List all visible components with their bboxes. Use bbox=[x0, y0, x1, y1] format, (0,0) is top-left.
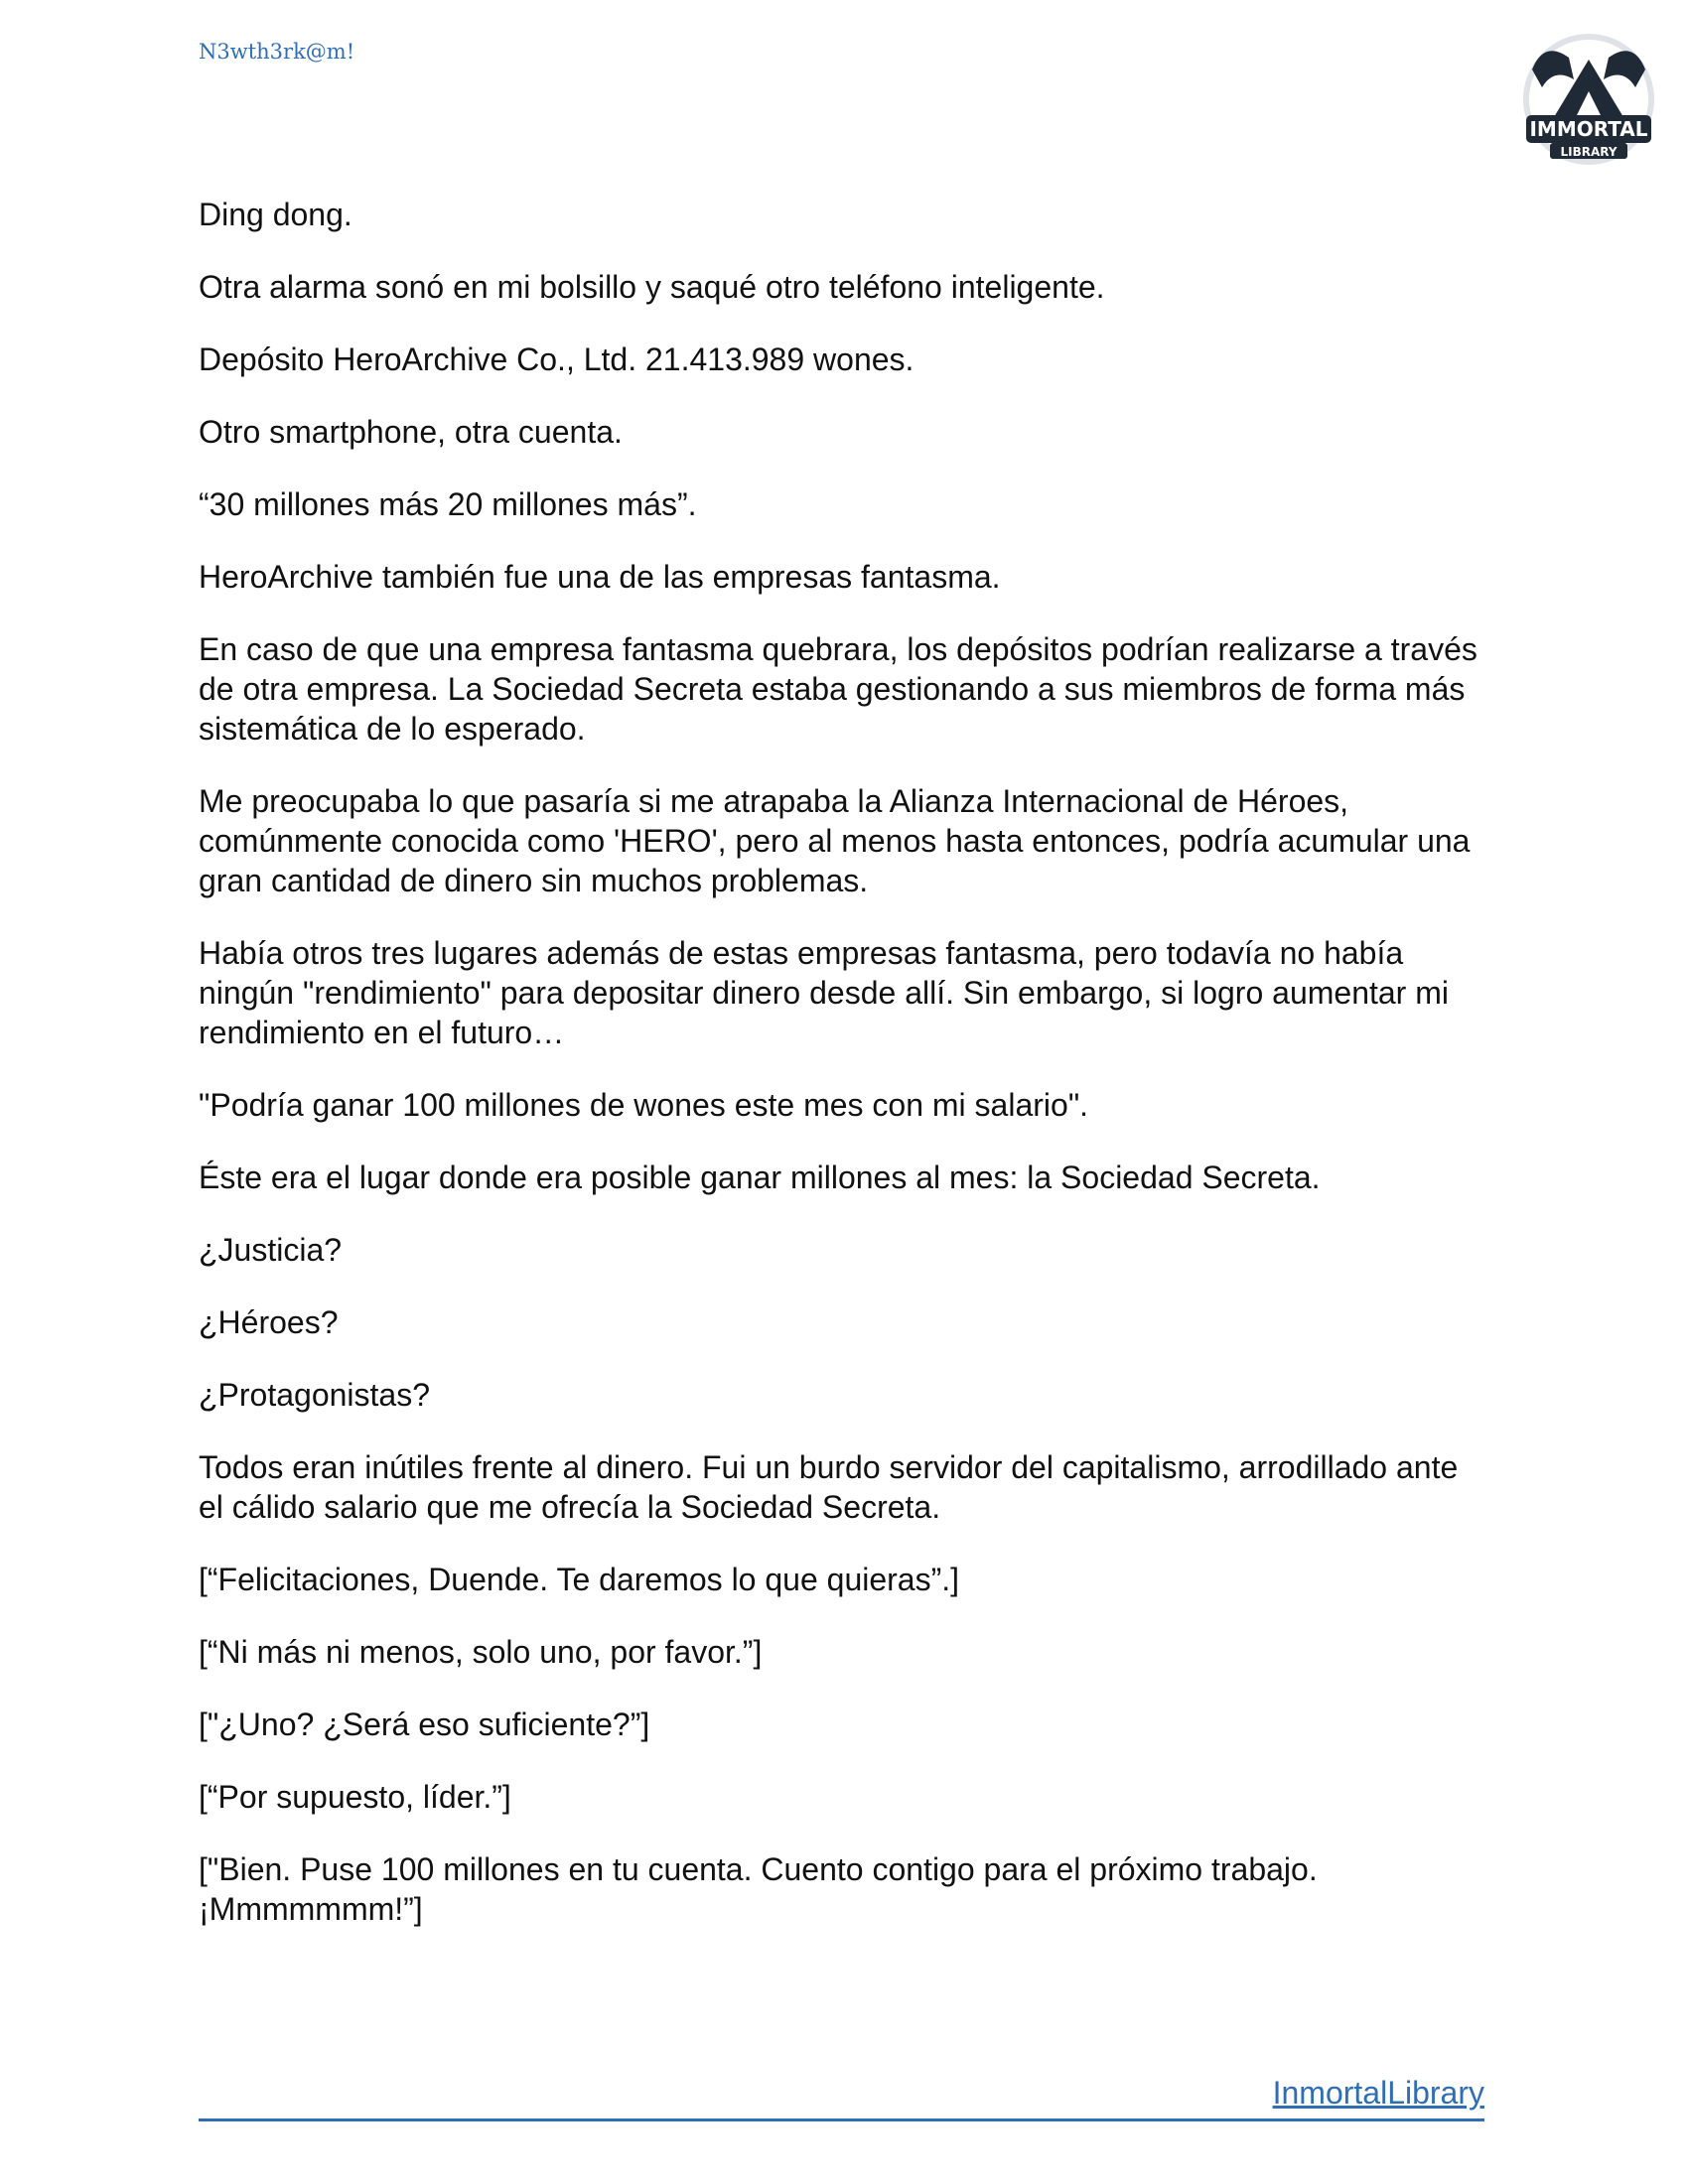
immortal-library-logo bbox=[1514, 30, 1663, 169]
paragraph: Depósito HeroArchive Co., Ltd. 21.413.989 wones. bbox=[199, 341, 914, 377]
paragraph: Otra alarma sonó en mi bolsillo y saqué otro teléfono inteligente. bbox=[199, 269, 1105, 305]
footer bbox=[199, 2075, 1484, 2121]
paragraph: Ding dong. bbox=[199, 197, 352, 232]
paragraph: ¿Héroes? bbox=[199, 1304, 339, 1340]
paragraph: Todos eran inútiles frente al dinero. Fui un burdo servidor del capitalismo, arrodillado ante el cálido salario que me ofrecía la Sociedad Secreta. bbox=[199, 1449, 1459, 1525]
paragraph: ["Bien. Puse 100 millones en tu cuenta. Cuento contigo para el próximo trabajo. ¡Mmmmmmm!”] bbox=[199, 1851, 1318, 1927]
logo-line2: LIBRARY bbox=[1560, 145, 1618, 159]
paragraph: ["¿Uno? ¿Será eso suficiente?”] bbox=[199, 1706, 650, 1742]
footer-link[interactable]: InmortalLibrary bbox=[1272, 2075, 1484, 2111]
paragraph: “30 millones más 20 millones más”. bbox=[199, 486, 697, 522]
paragraph: En caso de que una empresa fantasma quebrara, los depósitos podrían realizarse a través de otra empresa. La Sociedad Secreta estaba gestionando a sus miembros de forma más sistemática de lo esperado. bbox=[199, 631, 1477, 747]
paragraph: Me preocupaba lo que pasaría si me atrapaba la Alianza Internacional de Héroes, comúnmente conocida como 'HERO', pero al menos hasta entonces, podría acumular una gran cantidad de dinero sin muchos problemas. bbox=[199, 783, 1471, 898]
paragraph: [“Por supuesto, líder.”] bbox=[199, 1779, 511, 1815]
paragraph: HeroArchive también fue una de las empresas fantasma. bbox=[199, 559, 1001, 595]
paragraph: Otro smartphone, otra cuenta. bbox=[199, 414, 623, 450]
paragraph: Éste era el lugar donde era posible ganar millones al mes: la Sociedad Secreta. bbox=[199, 1160, 1321, 1195]
paragraph: [“Ni más ni menos, solo uno, por favor.”] bbox=[199, 1634, 763, 1670]
paragraph: ¿Justicia? bbox=[199, 1232, 343, 1268]
paragraph: "Podría ganar 100 millones de wones este mes con mi salario". bbox=[199, 1087, 1089, 1123]
header-watermark: N3wth3rk@m! bbox=[199, 40, 355, 64]
logo-line1: IMMORTAL bbox=[1529, 117, 1648, 141]
paragraph: ¿Protagonistas? bbox=[199, 1377, 431, 1413]
logo-emblem-icon bbox=[1514, 30, 1663, 169]
document-body bbox=[199, 195, 1479, 1962]
paragraph: Había otros tres lugares además de estas empresas fantasma, pero todavía no había ningún "rendimiento" para depositar dinero desde allí. Sin embargo, si logro aumentar mi rendimiento en el futuro… bbox=[199, 935, 1449, 1050]
paragraph: [“Felicitaciones, Duende. Te daremos lo que quieras”.] bbox=[199, 1562, 960, 1597]
